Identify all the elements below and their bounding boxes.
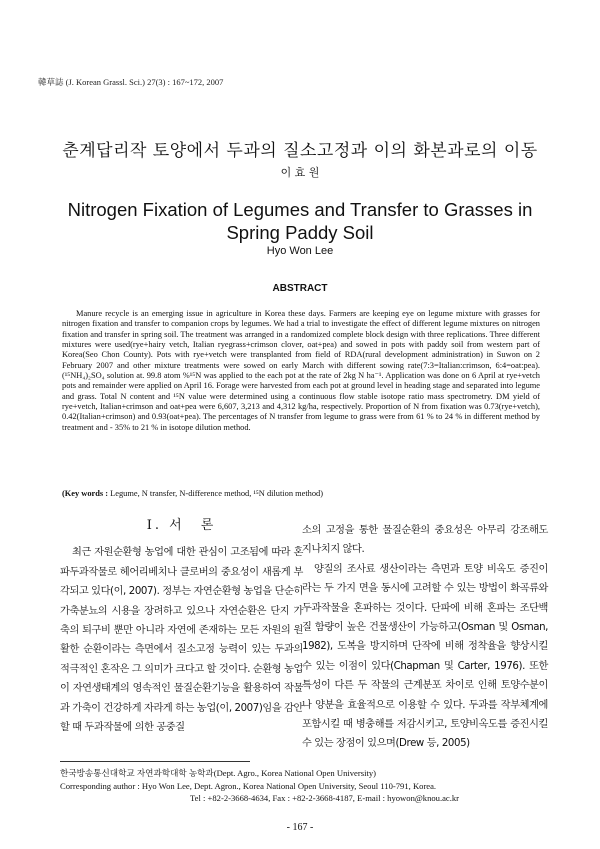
footnote bbox=[60, 767, 560, 805]
abstract-text: Manure recycle is an emerging issue in agriculture in Korea these days. Farmers are keeping eye on legume mixture with grasses for nitrogen fixation and transfer to companion crops by legumes. We had a trial to investigate the effect of different legume mixtures on nitrogen fixation and transfer in spring soil. The treatment was arranged in a randomized complete block design with three replications. Three different mixtures were used(rye+hairy vetch, Italian ryegrass+crimson clover, oat+pea) and sowed in pots with paddy soil from western part of Korea(Seo Chon County). Pots with rye+vetch were transplanted from field of RDA(rural development administration) in Suwon on 2 February 2007 and other mixture treatments were sowed on early March with different sowing rate(7:3=Italian:crimson, 6:4=oat:pea). (¹⁵NH₄)₂SO₄ solution at. 99.8 atom %¹⁵N was applied to the each pot at the rate of 2kg N ha⁻¹. Application was done on 6 April at rye+vetch pots and remainder were applied on April 16. Forage were harvested from each pot at ground level in heading stage and separated into legume and grass. Total N content and ¹⁵N value were determined using a continuous flow stable isotope ratio mass spectrometry. DM yield of rye+vetch, Italian+crimson and oat+pea were 6,607, 3,213 and 4,312 kg/ha, respectively. Proportion of N from fixation was 0.73(rye+vetch), 0.42(Italian+crimson) and 0.93(oat+pea). The percentages of N transfer from legume to grass were from 61 % to 24 % in different method by treatment and - 35% to 21 % in isotope dilution method. bbox=[62, 309, 540, 432]
keywords-list: Legume, N transfer, N-difference method, ¹⁵N dilution method) bbox=[110, 489, 324, 498]
english-title: Nitrogen Fixation of Legumes and Transfer to Grasses in Spring Paddy Soil bbox=[67, 199, 533, 243]
abstract-body bbox=[62, 309, 540, 433]
journal-reference: 韓草誌 (J. Korean Grassl. Sci.) 27(3) : 167~172, 2007 bbox=[38, 77, 224, 87]
affiliation: 한국방송통신대학교 자연과학대학 농학과(Dept. Agro., Korea National Open University) bbox=[60, 768, 377, 778]
english-author: Hyo Won Lee bbox=[266, 245, 334, 257]
intro-paragraph-continuation: 소의 고정을 통한 물질순환의 중요성은 아무리 강조해도 지나치지 않다. bbox=[302, 525, 548, 556]
keywords-label: (Key words : bbox=[62, 489, 109, 498]
corresponding-author: Corresponding author : Hyo Won Lee, Dept. Agron., Korea National Open University, Seoul 110-791, Korea. bbox=[60, 780, 437, 791]
korean-author: 이 효 원 bbox=[280, 166, 320, 179]
abstract-heading: ABSTRACT bbox=[272, 283, 328, 294]
contact-info: Tel : +82-2-3668-4634, Fax : +82-2-3668-4187, E-mail : hyowon@knou.ac.kr bbox=[190, 793, 460, 803]
body-column-left bbox=[60, 516, 303, 737]
intro-paragraph-2: 양질의 조사료 생산이라는 측면과 토양 비옥도 증진이라는 두 가지 면을 동시에 고려할 수 있는 방법이 화곡류와 두과작물을 혼파하는 것이다. 단파에 비해 혼파는 조단백질 함량이 높은 건물생산이 가능하고(Osman 및 Osman, 1982), 도복을 방지하며 단작에 비해 정착율을 향상시킬 수 있는 이점이 있다(Chapman 및 Carter, 1976). 또한 특성이 다른 두 작물의 근계분포 차이로 인해 토양수분이나 양분을 효율적으로 이용할 수 있다. 두과를 작부체계에 포함시킬 때 병충해를 저감시키고, 토양비옥도를 증진시킬 수 있는 장점이 있으며(Drew 등, 2005) bbox=[302, 563, 548, 750]
section-heading-introduction: I. 서 론 bbox=[146, 518, 217, 533]
footnote-divider bbox=[60, 761, 250, 762]
page-number: - 167 - bbox=[286, 822, 314, 833]
body-column-right bbox=[302, 521, 548, 754]
intro-paragraph-1: 최근 자원순환형 농업에 대한 관심이 고조됨에 따라 혼파두과작물로 헤어리베치나 클로버의 중요성이 새롭게 부각되고 있다(이, 2007). 정부는 자연순환형 농업을 단순히 가축분뇨의 시용을 장려하고 있으나 자연순환은 단지 가축의 퇴구비 뿐만 아니라 자연에 존재하는 모든 자원의 원활한 순환이라는 측면에서 질소고정 능력이 있는 두과의 적극적인 혼작은 그 의미가 크다고 할 것이다. 순환형 농업이 자연생태계의 영속적인 물질순환기능을 활용하여 작물과 가축이 건강하게 자라게 하는 농업(이, 2007)임을 감안할 때 두과작물에 의한 공중질 bbox=[60, 547, 304, 734]
korean-title: 춘계답리작 토양에서 두과의 질소고정과 이의 화본과로의 이동 bbox=[62, 141, 538, 161]
keywords bbox=[62, 489, 540, 498]
